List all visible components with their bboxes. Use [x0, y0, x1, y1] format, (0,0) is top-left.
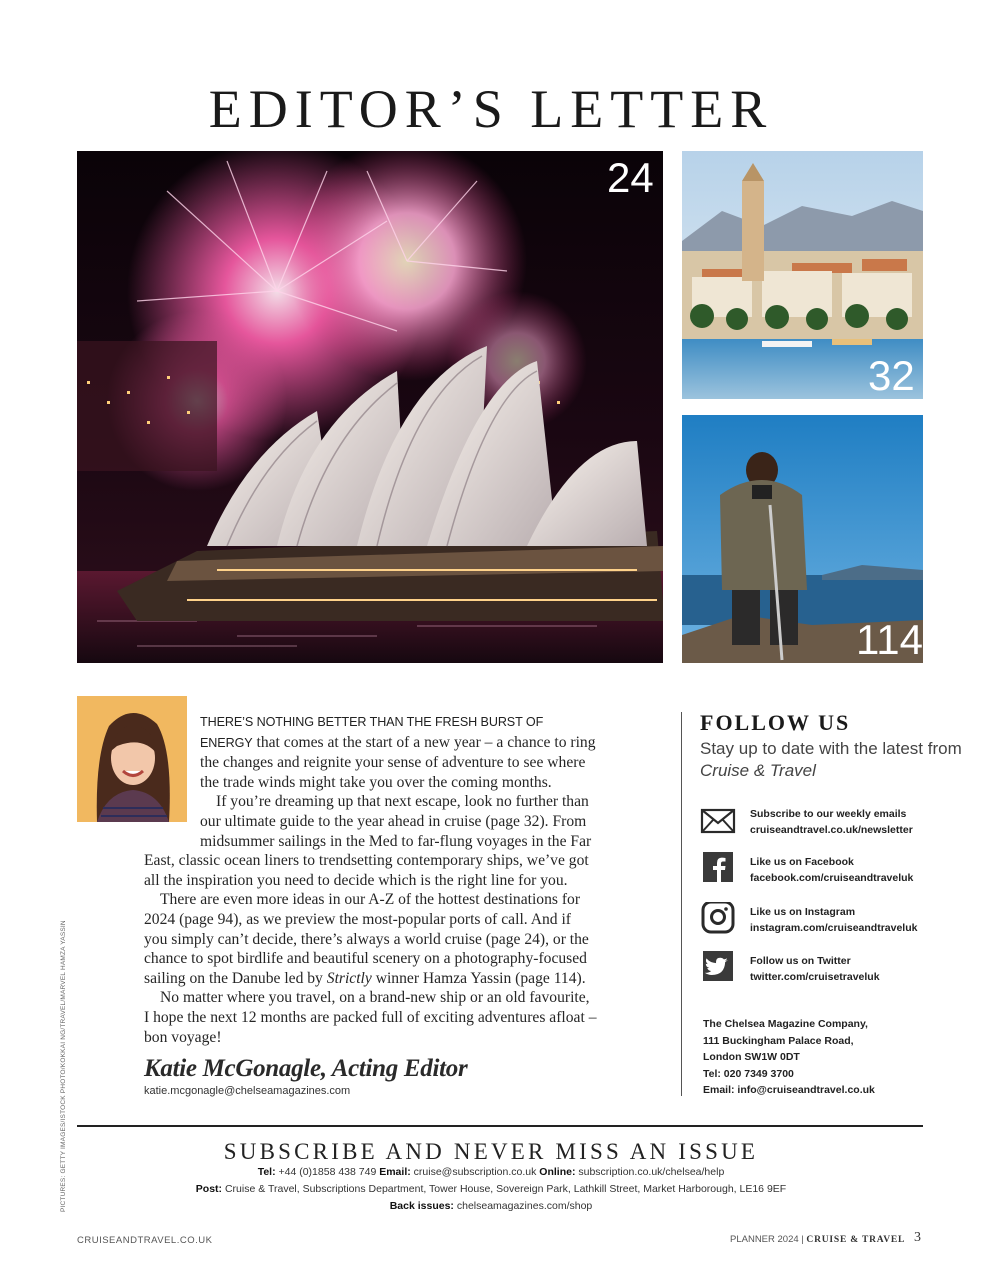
article-lead-caps: THERE’S NOTHING BETTER THAN THE FRESH BURST OF ENERGY	[200, 715, 544, 750]
social-link[interactable]: facebook.com/cruiseandtraveluk	[750, 872, 914, 884]
photo-split-harbour	[682, 151, 923, 399]
picture-credit: PICTURES: GETTY IMAGES/ISTOCK PHOTO/KOKKAI NG/TRAVEL/MARVEL HAMZA YASSIN	[60, 920, 67, 1212]
opera-house-illustration	[77, 151, 663, 663]
company-email[interactable]: Email: info@cruiseandtravel.co.uk	[703, 1084, 875, 1096]
social-item-facebook[interactable]: Like us on Facebook facebook.com/cruiseandtraveluk	[700, 852, 940, 892]
twitter-icon	[700, 951, 736, 985]
follow-us-subtitle: Stay up to date with the latest from Cruise & Travel	[700, 739, 962, 780]
back-issues-link[interactable]: chelseamagazines.com/shop	[453, 1200, 593, 1212]
social-item-newsletter[interactable]: Subscribe to our weekly emails cruiseandtravel.co.uk/newsletter	[700, 804, 940, 844]
editor-signature: Katie McGonagle, Acting Editor	[144, 1055, 468, 1082]
article-paragraph: THERE’S NOTHING BETTER THAN THE FRESH BURST OF ENERGY that comes at the start of a new year – a chance to ring the changes and reignite your sense of adventure to see where the trade winds might take you over the coming months.	[200, 715, 596, 791]
subscribe-online-link[interactable]: subscription.co.uk/chelsea/help	[575, 1166, 725, 1178]
editorial-article	[144, 712, 598, 1047]
page-title: EDITOR’S LETTER	[208, 79, 774, 139]
photo-page-number: 114	[856, 616, 923, 663]
article-paragraph: If you’re dreaming up that next escape, look no further than our ultimate guide to the year ahead in cruise (page 32). From midsummer sailings in the Med to far-flung voyages in the Far East, classic ocean liners to trendsetting contemporary ships, we’ve got all the inspiration you need to decide which is the right line for you.	[144, 793, 592, 889]
social-link[interactable]: twitter.com/cruisetraveluk	[750, 971, 880, 983]
subscribe-contacts: Tel: +44 (0)1858 438 749 Email: cruise@subscription.co.uk Online: subscription.co.uk/chelsea/help	[257, 1166, 725, 1178]
social-link[interactable]: cruiseandtravel.co.uk/newsletter	[750, 824, 913, 836]
facebook-icon	[700, 852, 736, 886]
social-item-twitter[interactable]: Follow us on Twitter twitter.com/cruisetraveluk	[700, 951, 940, 991]
photo-page-number: 24	[607, 154, 654, 201]
subscribe-title: SUBSCRIBE AND NEVER MISS AN ISSUE	[223, 1139, 759, 1164]
photo-hiker	[682, 415, 923, 663]
editor-email[interactable]: katie.mcgonagle@chelseamagazines.com	[144, 1085, 351, 1097]
photo-opera-house	[77, 151, 663, 663]
subscribe-divider	[77, 1125, 923, 1127]
social-item-instagram[interactable]: Like us on Instagram instagram.com/cruiseandtraveluk	[700, 902, 940, 942]
envelope-icon	[700, 804, 736, 838]
company-address: The Chelsea Magazine Company, 111 Buckingham Palace Road, London SW1W 0DT Tel: 020 7349 3700 Email: info@cruiseandtravel.co.uk	[703, 1016, 875, 1099]
subscribe-back-issues: Back issues: chelseamagazines.com/shop	[389, 1200, 593, 1212]
follow-us-title: FOLLOW US	[700, 710, 851, 735]
follow-divider	[681, 712, 682, 1096]
subscribe-post: Post: Cruise & Travel, Subscriptions Department, Tower House, Sovereign Park, Lathkill Street, Market Harborough, LE16 9EF	[195, 1183, 787, 1195]
photo-page-number: 32	[868, 352, 915, 399]
article-paragraph: No matter where you travel, on a brand-new ship or an old favourite, I hope the next 12 months are packed full of exciting adventures afloat – bon voyage!	[144, 989, 597, 1046]
page-number: 3	[914, 1230, 921, 1245]
article-paragraph: There are even more ideas in our A-Z of the hottest destinations for 2024 (page 94), as we preview the most-popular ports of call. And if you simply can’t decide, there’s always a world cruise (page 24), or the chance to spot birdlife and beautiful scenery on a photography-focused sailing on the Danube led by Strictly winner Hamza Yassin (page 114).	[144, 891, 589, 987]
footer-issue: PLANNER 2024 | CRUISE & TRAVEL	[730, 1234, 906, 1245]
instagram-icon	[700, 902, 736, 936]
social-link[interactable]: instagram.com/cruiseandtraveluk	[750, 922, 918, 934]
footer-site[interactable]: CRUISEANDTRAVEL.CO.UK	[77, 1235, 213, 1246]
